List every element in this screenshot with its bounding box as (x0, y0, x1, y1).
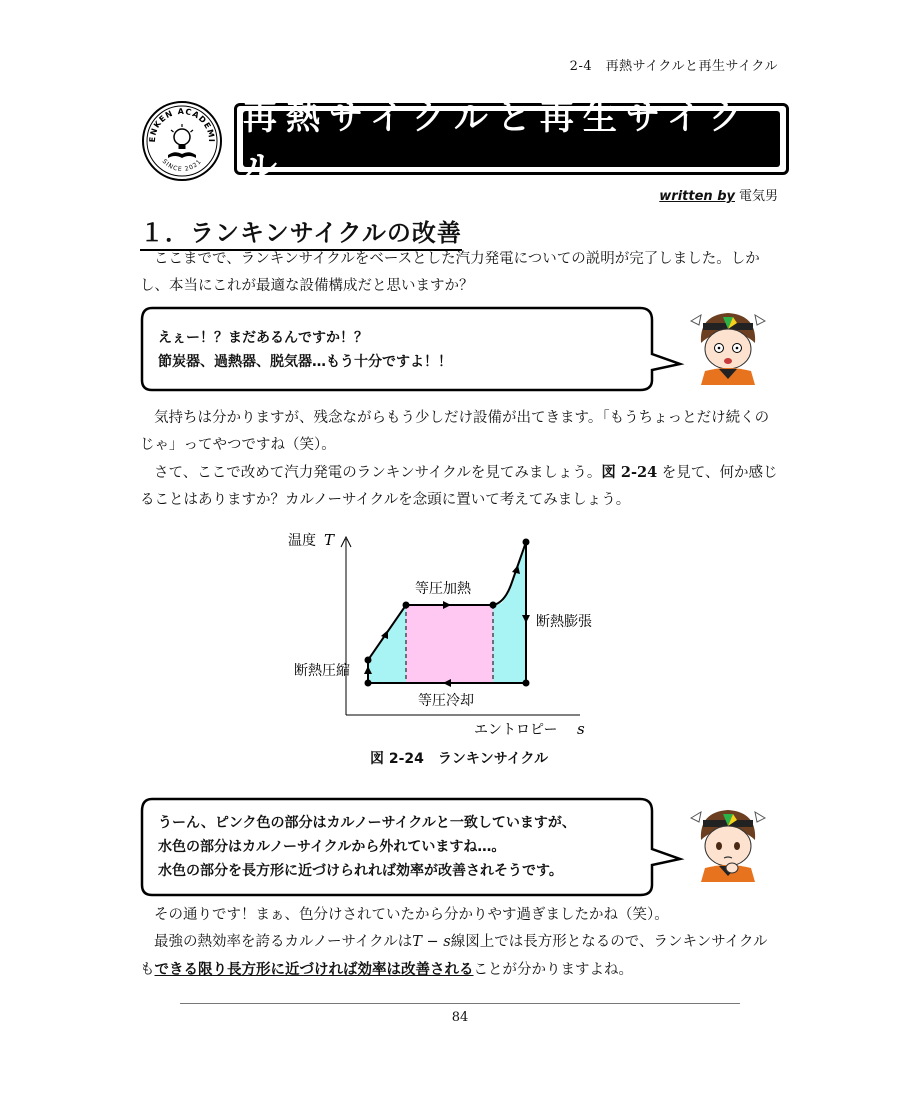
bubble-1-line-2: 節炭器、過熱器、脱気器…もう十分ですよ！！ (158, 354, 452, 370)
carnot-region-pink (406, 605, 493, 683)
figure-reference: 図 2-24 (601, 464, 658, 481)
label-adiabatic-compression: 断熱圧縮 (294, 663, 350, 679)
section-heading: １．ランキンサイクルの改善 (140, 213, 462, 251)
xlabel-jp: エントロピー (474, 722, 558, 738)
emphasized-conclusion: できる限り長方形に近づければ効率は改善される (154, 961, 474, 978)
label-adiabatic-expansion: 断熱膨張 (536, 614, 592, 630)
p5-text-c: ことが分かりますよね。 (473, 962, 633, 978)
logo-bottom-text: SINCE 2021 (160, 157, 204, 174)
p3-text-b: を見て、何か感じることはありますか？カルノーサイクルを念頭に置いて考えてみましょう。 (140, 465, 778, 508)
byline (659, 185, 778, 204)
state-point-4 (490, 602, 497, 609)
character-thinking (685, 800, 771, 882)
p5-text-b: 線図上では長方形となるので、ランキンサイクルも (140, 934, 768, 978)
paragraph-2: 気持ちは分かりますが、残念ながらもう少しだけ設備が出てきます。「もうちょっとだけ続くのじゃ」ってやつですね（笑）。 (140, 410, 770, 453)
xlabel-symbol: s (577, 720, 585, 738)
running-header: 2-4 再熱サイクルと再生サイクル (569, 59, 778, 74)
paragraph-5 (140, 929, 782, 984)
written-by-label: written by (659, 189, 735, 204)
rankine-cycle-diagram (280, 525, 610, 740)
bubble-2-line-2: 水色の部分はカルノーサイクルから外れていますね…。 (158, 839, 506, 855)
author-name: 電気男 (738, 189, 778, 204)
paragraph-4: その通りです！まぁ、色分けされていたから分かりやす過ぎましたかね（笑）。 (154, 907, 669, 923)
state-point-6 (523, 680, 530, 687)
character-surprised (685, 303, 771, 385)
denken-academia-logo (141, 100, 223, 182)
footer-rule (180, 1003, 740, 1004)
state-point-2 (365, 657, 372, 664)
p5-text-a: 最強の熱効率を誇るカルノーサイクルは (154, 934, 413, 950)
ylabel-jp: 温度 (288, 533, 316, 549)
bubble-1-line-1: えぇー！？まだあるんですか！？ (158, 330, 368, 346)
label-isobaric-cooling: 等圧冷却 (418, 693, 474, 709)
label-isobaric-heating: 等圧加熱 (415, 581, 471, 597)
t-s-symbol: T − s (412, 934, 451, 950)
chapter-title: 再熱サイクルと再生サイクル (243, 111, 780, 167)
caption-number: 図 2-24 (370, 751, 424, 767)
page-number: 84 (451, 1010, 469, 1025)
speech-bubble-2 (140, 797, 680, 897)
logo-top-text: ENKEN ACADEMI (147, 106, 217, 143)
p3-text-a: さて、ここで改めて汽力発電のランキンサイクルを見てみましょう。 (154, 465, 602, 481)
noncarnot-region-left (368, 605, 406, 683)
state-point-5 (523, 539, 530, 546)
bubble-2-line-3: 水色の部分を長方形に近づけられれば効率が改善されそうです。 (158, 863, 563, 879)
state-point-1 (365, 680, 372, 687)
caption-text: ランキンサイクル (437, 751, 549, 767)
paragraph-3 (140, 459, 782, 514)
bubble-2-line-1: うーん、ピンク色の部分はカルノーサイクルと一致していますが、 (158, 815, 576, 831)
state-point-3 (403, 602, 410, 609)
figure-caption (370, 748, 548, 768)
chapter-title-box (234, 98, 789, 187)
noncarnot-region-right (493, 542, 526, 683)
ylabel-symbol: T (324, 531, 335, 549)
speech-bubble-1 (140, 306, 680, 392)
paragraph-intro: ここまでで、ランキンサイクルをベースとした汽力発電についての説明が完了しました。しかし、本当にこれが最適な設備構成だと思いますか？ (140, 251, 760, 294)
